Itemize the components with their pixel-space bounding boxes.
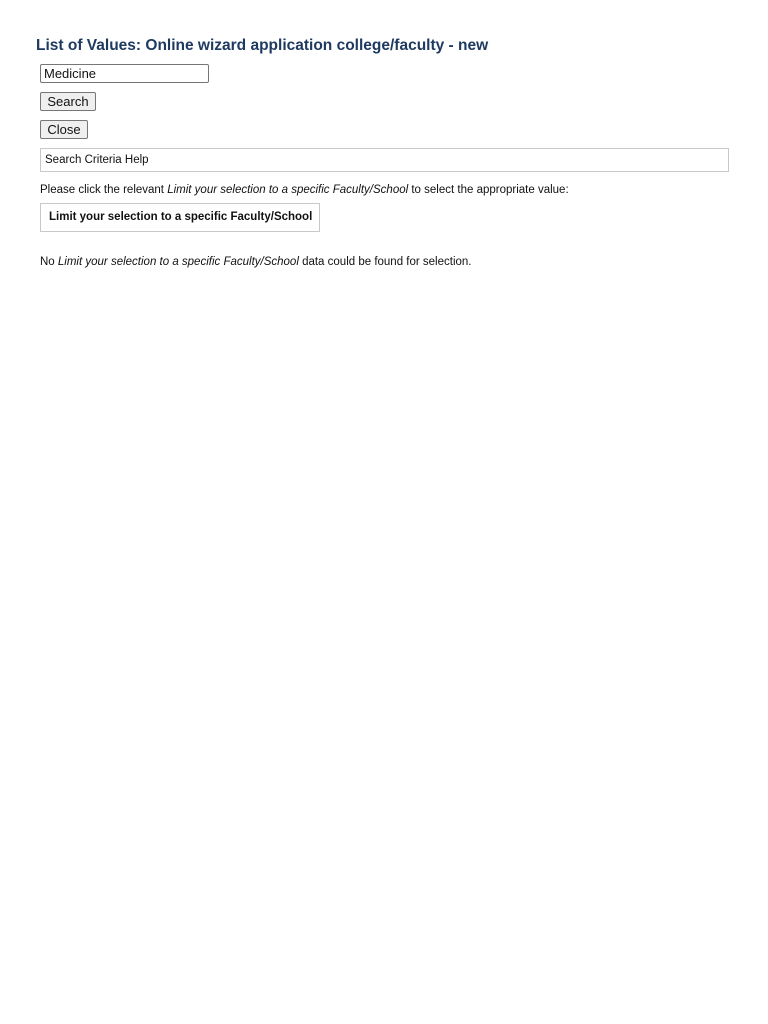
instruction-text — [40, 184, 569, 196]
tab-faculty-school-filter[interactable]: Limit your selection to a specific Faculty/School — [40, 203, 320, 232]
instruction-suffix: to select the appropriate value: — [408, 184, 569, 196]
search-input[interactable] — [40, 64, 209, 83]
search-button[interactable]: Search — [40, 92, 96, 111]
no-data-message — [40, 256, 472, 268]
no-data-prefix: No — [40, 256, 58, 268]
no-data-emphasis: Limit your selection to a specific Faculty/School — [57, 256, 299, 268]
close-button[interactable]: Close — [40, 120, 88, 139]
instruction-prefix: Please click the relevant — [40, 184, 168, 196]
page-title: List of Values: Online wizard application college/faculty - new — [36, 37, 489, 54]
search-criteria-help[interactable]: Search Criteria Help — [40, 148, 729, 172]
instruction-emphasis: Limit your selection to a specific Faculty/School — [167, 184, 409, 196]
no-data-suffix: data could be found for selection. — [298, 256, 472, 268]
